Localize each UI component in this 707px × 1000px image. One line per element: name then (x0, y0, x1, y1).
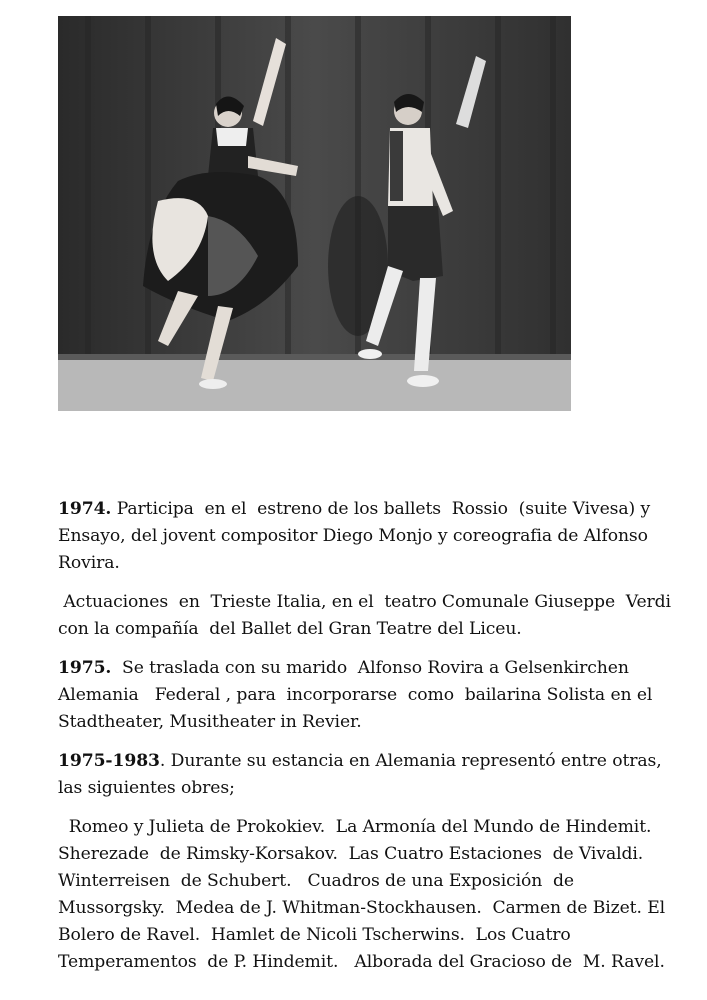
biography-text (58, 496, 671, 988)
line: Participa en el estreno de los ballets Rossio (suite Vivesa) y (111, 499, 651, 519)
line: Stadtheater, Musitheater in Revier. (58, 712, 362, 732)
line: Romeo y Julieta de Prokokiev. La Armonía del Mundo de Hindemit. (58, 817, 652, 837)
line: Sherezade de Rimsky-Korsakov. Las Cuatro Estaciones de Vivaldi. (58, 844, 644, 864)
line: con la compañía del Ballet del Gran Teatre del Liceu. (58, 619, 522, 639)
line: las siguientes obres; (58, 778, 235, 798)
year-1975: 1975. (58, 658, 112, 678)
paragraph-works (58, 814, 666, 976)
line: Ensayo, del jovent compositor Diego Monjo y coreografia de Alfonso (58, 526, 648, 546)
dance-photo (58, 16, 571, 411)
line: Actuaciones en Trieste Italia, en el teatro Comunale Giuseppe Verdi (58, 592, 671, 612)
line: Se traslada con su marido Alfonso Rovira a Gelsenkirchen (111, 658, 629, 678)
paragraph-trieste (58, 589, 671, 643)
year-1974: 1974. (58, 499, 112, 519)
paragraph-1974 (58, 496, 658, 577)
line: Bolero de Ravel. Hamlet de Nicoli Tscherwins. Los Cuatro (58, 925, 571, 945)
line: Rovira. (58, 553, 120, 573)
line: Temperamentos de P. Hindemit. Alborada del Gracioso de M. Ravel. (58, 952, 665, 972)
line: Mussorgsky. Medea de J. Whitman-Stockhausen. Carmen de Bizet. El (58, 898, 666, 918)
line: Winterreisen de Schubert. Cuadros de una Exposición de (58, 871, 574, 891)
paragraph-1975 (58, 655, 658, 736)
paragraph-1975-1983 (58, 748, 662, 802)
line: Alemania Federal , para incorporarse como bailarina Solista en el (58, 685, 653, 705)
line: . Durante su estancia en Alemania representó entre otras, (159, 751, 662, 771)
year-range-1975-1983: 1975-1983 (58, 751, 160, 771)
